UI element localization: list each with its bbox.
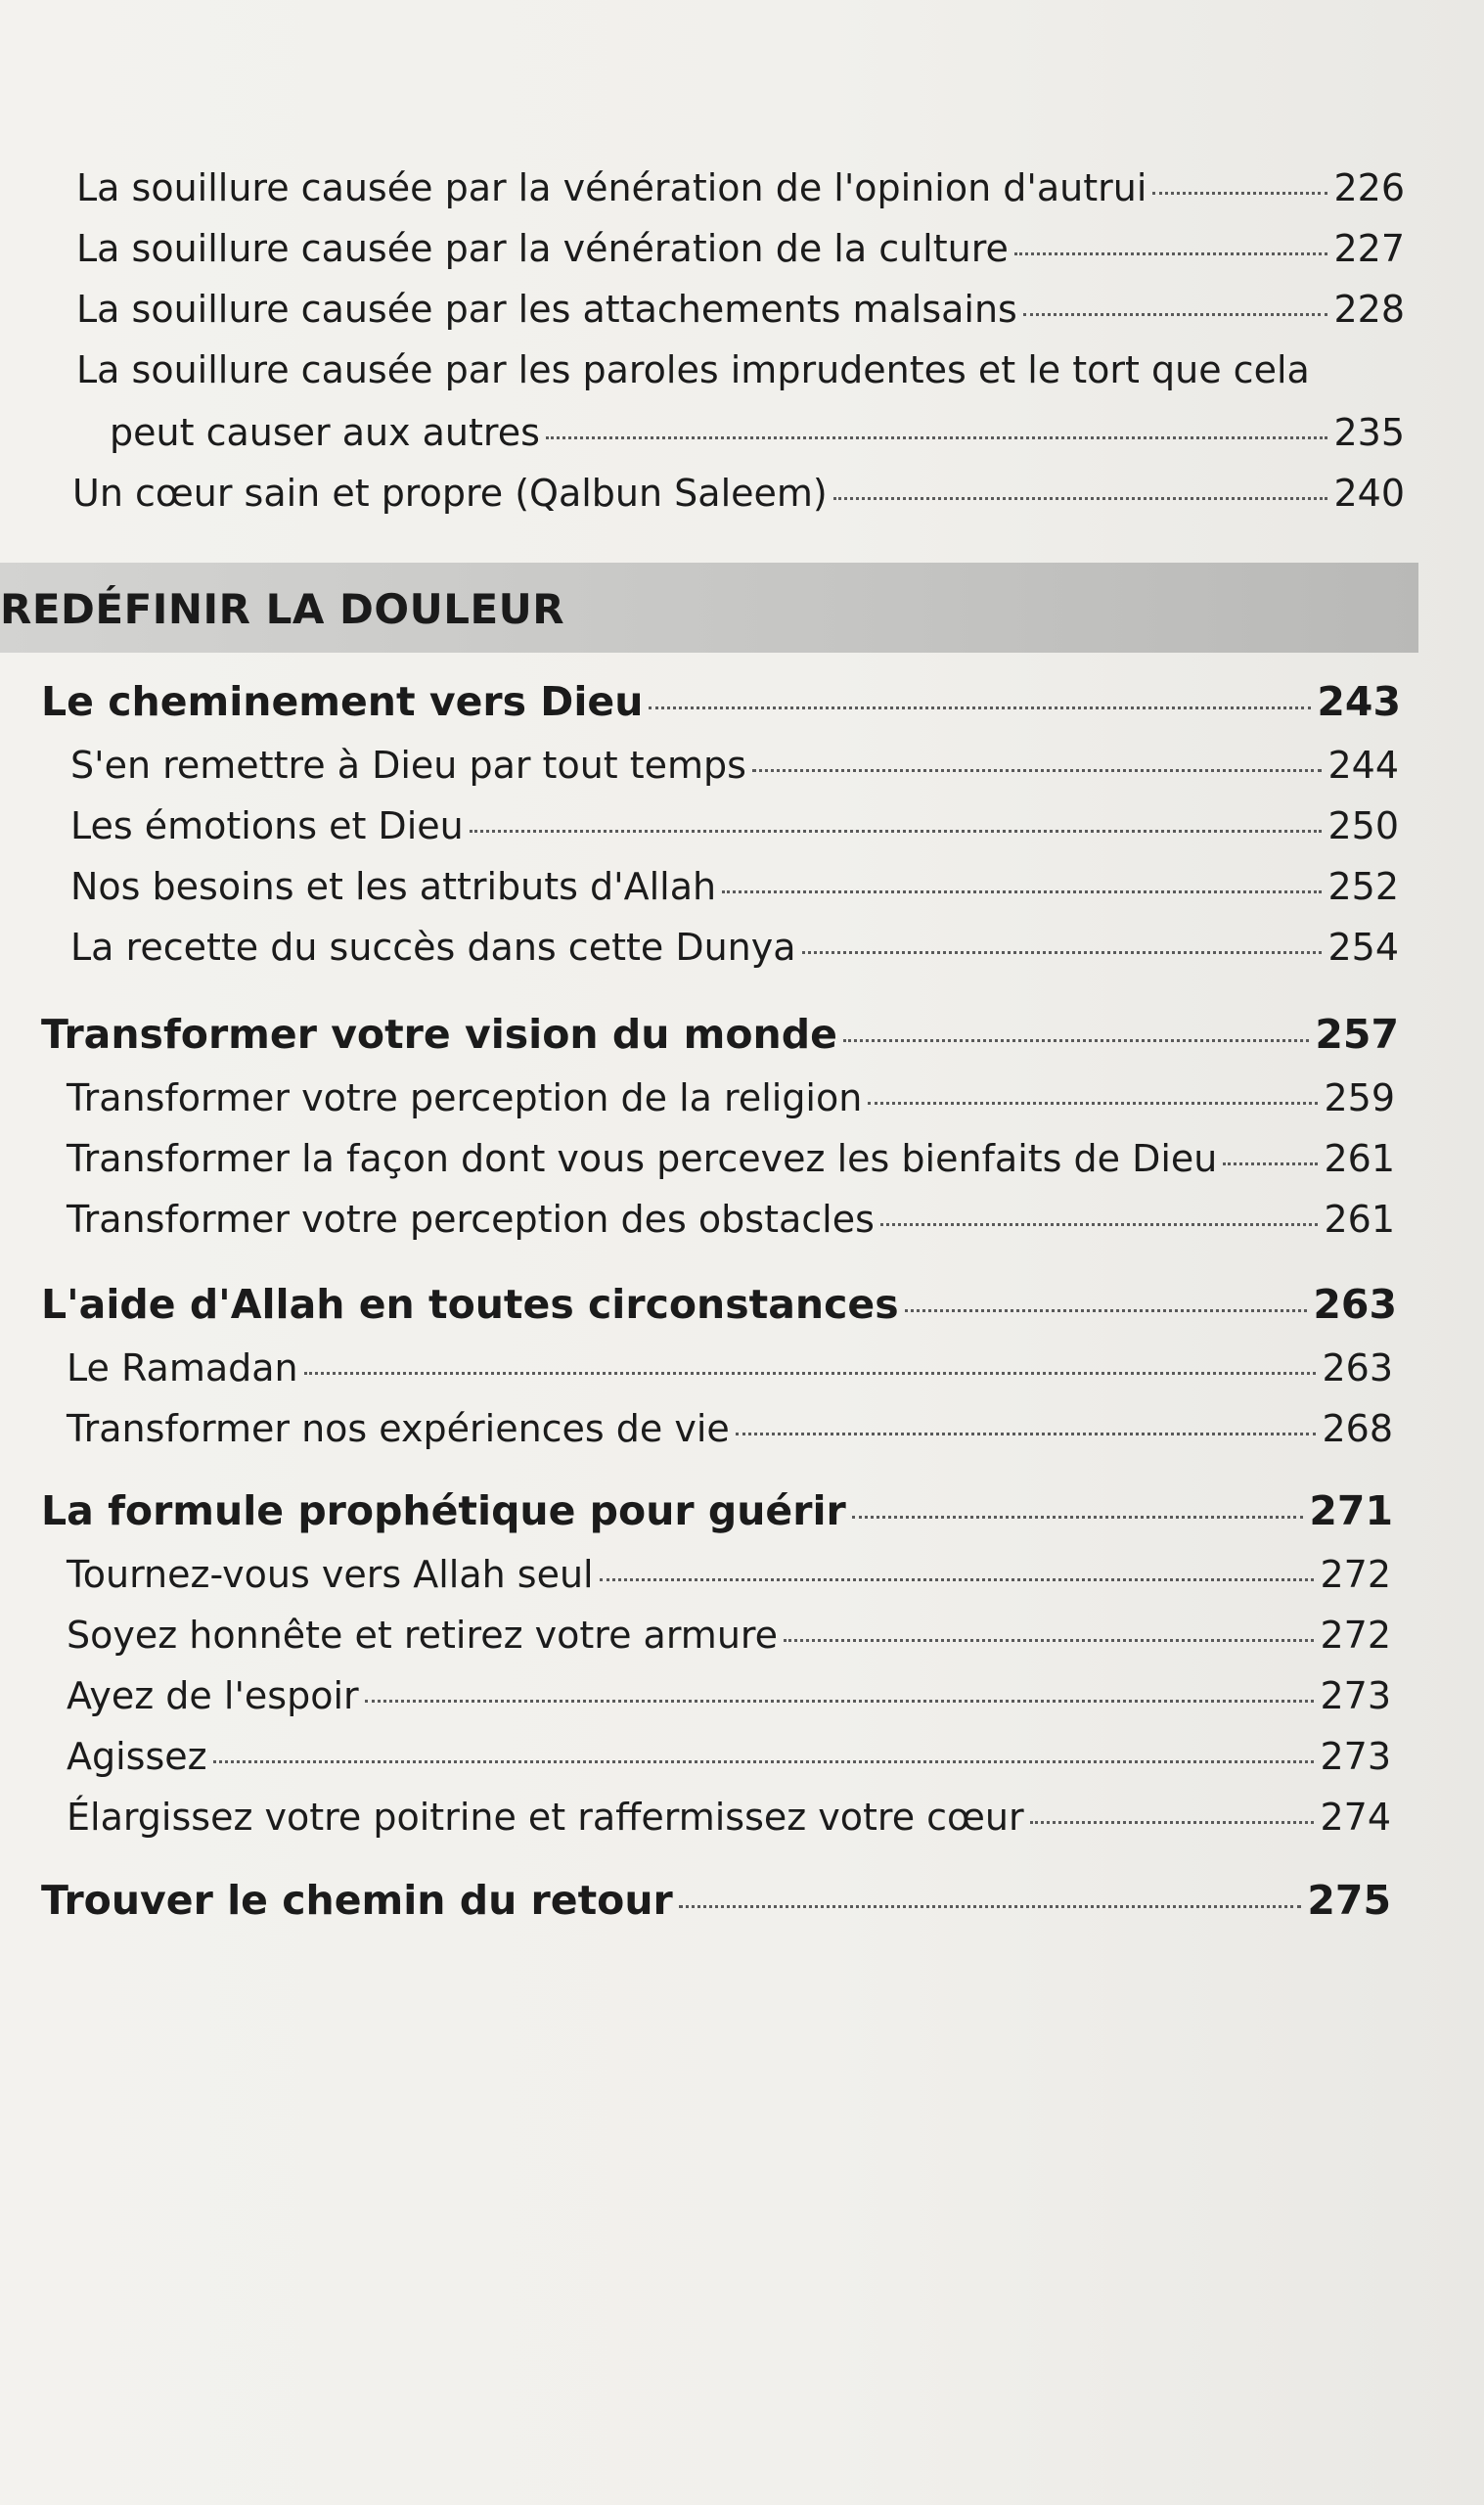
toc-entry-page: 259 (1324, 1076, 1395, 1119)
chapter-page: 257 (1315, 1011, 1399, 1058)
toc-entry-page: 263 (1322, 1346, 1393, 1389)
dot-leader (868, 1102, 1318, 1105)
chapter-page: 263 (1313, 1281, 1397, 1328)
dot-leader (679, 1905, 1302, 1908)
toc-entry-page: 273 (1320, 1674, 1391, 1717)
toc-entry (67, 1198, 1395, 1241)
toc-entry-label: Un cœur sain et propre (Qalbun Saleem) (72, 472, 828, 515)
toc-entry-page: 226 (1333, 166, 1405, 209)
chapter-title: L'aide d'Allah en toutes circonstances (41, 1281, 899, 1328)
toc-entry-page: 272 (1320, 1614, 1391, 1657)
toc-entry-label: La souillure causée par la vénération de la culture (76, 227, 1009, 270)
toc-entry-page: 240 (1333, 472, 1405, 515)
toc-entry-label: Transformer votre perception de la religion (67, 1076, 863, 1119)
dot-leader (880, 1223, 1319, 1226)
toc-entry-label: Tournez-vous vers Allah seul (67, 1553, 594, 1596)
toc-entry (70, 744, 1399, 787)
toc-entry-label: Soyez honnête et retirez votre armure (67, 1614, 779, 1657)
chapter-page: 275 (1307, 1877, 1391, 1924)
toc-entry-page: 273 (1320, 1735, 1391, 1778)
dot-leader (905, 1309, 1308, 1312)
chapter-title: Le cheminement vers Dieu (41, 678, 644, 725)
chapter-page: 243 (1317, 678, 1401, 725)
dot-leader (852, 1516, 1304, 1519)
chapter-title: Transformer votre vision du monde (41, 1011, 837, 1058)
chapter-entry (41, 678, 1401, 725)
chapter-entry (41, 1487, 1393, 1534)
toc-entry (110, 411, 1405, 454)
toc-entry-label: Nos besoins et les attributs d'Allah (70, 865, 717, 908)
chapter-entry (41, 1877, 1391, 1924)
dot-leader (546, 436, 1328, 439)
toc-entry-label: La souillure causée par la vénération de l'opinion d'autrui (76, 166, 1147, 209)
toc-entry (72, 472, 1405, 515)
chapter-entry (41, 1281, 1397, 1328)
section-title: REDÉFINIR LA DOULEUR (0, 585, 565, 633)
toc-entry (67, 1796, 1391, 1839)
dot-leader (1152, 192, 1327, 195)
chapter-entry (41, 1011, 1399, 1058)
toc-entry-label: Agissez (67, 1735, 207, 1778)
toc-entry (70, 926, 1399, 969)
toc-entry-label-line1: La souillure causée par les paroles imprudentes et le tort que cela (76, 348, 1310, 391)
dot-leader (1023, 313, 1328, 316)
toc-entry-label: S'en remettre à Dieu par tout temps (70, 744, 746, 787)
toc-entry (67, 1137, 1395, 1180)
dot-leader (304, 1372, 1317, 1375)
chapter-title: Trouver le chemin du retour (41, 1877, 673, 1924)
dot-leader (213, 1760, 1315, 1763)
dot-leader (736, 1433, 1317, 1435)
dot-leader (784, 1639, 1314, 1642)
chapter-page: 271 (1309, 1487, 1393, 1534)
toc-entry-page: 244 (1327, 744, 1399, 787)
toc-entry-page: 261 (1324, 1198, 1395, 1241)
dot-leader (1223, 1162, 1318, 1165)
chapter-title: La formule prophétique pour guérir (41, 1487, 846, 1534)
toc-entry-page: 250 (1327, 804, 1399, 847)
dot-leader (1030, 1821, 1315, 1824)
toc-entry (76, 227, 1405, 270)
toc-entry-label: Élargissez votre poitrine et raffermissez votre cœur (67, 1796, 1024, 1839)
toc-entry-page: 252 (1327, 865, 1399, 908)
toc-entry (67, 1735, 1391, 1778)
toc-entry-page: 254 (1327, 926, 1399, 969)
dot-leader (802, 951, 1323, 954)
dot-leader (649, 706, 1311, 709)
toc-entry-page: 235 (1333, 411, 1405, 454)
toc-entry-page: 272 (1320, 1553, 1391, 1596)
toc-entry-page: 228 (1333, 288, 1405, 331)
dot-leader (752, 769, 1322, 772)
toc-entry (67, 1346, 1393, 1389)
toc-entry-label: La recette du succès dans cette Dunya (70, 926, 796, 969)
toc-entry (70, 865, 1399, 908)
toc-entry-label-line2: peut causer aux autres (110, 411, 540, 454)
dot-leader (600, 1578, 1315, 1581)
dot-leader (722, 890, 1322, 893)
toc-entry (70, 804, 1399, 847)
toc-entry-page: 274 (1320, 1796, 1391, 1839)
toc-entry (67, 1674, 1391, 1717)
toc-entry-page: 268 (1322, 1407, 1393, 1450)
toc-entry-label: Transformer la façon dont vous percevez les bienfaits de Dieu (67, 1137, 1218, 1180)
toc-entry (67, 1614, 1391, 1657)
toc-entry-label: Ayez de l'espoir (67, 1674, 359, 1717)
toc-entry-label: Les émotions et Dieu (70, 804, 464, 847)
dot-leader (843, 1039, 1310, 1042)
toc-entry-label: Transformer votre perception des obstacles (67, 1198, 875, 1241)
toc-entry (76, 288, 1405, 331)
toc-entry-label: Le Ramadan (67, 1346, 298, 1389)
toc-entry (76, 166, 1405, 209)
toc-entry-label: La souillure causée par les attachements malsains (76, 288, 1017, 331)
toc-entry-label: Transformer nos expériences de vie (67, 1407, 730, 1450)
dot-leader (365, 1700, 1315, 1703)
toc-entry (67, 1407, 1393, 1450)
toc-entry-page: 227 (1333, 227, 1405, 270)
dot-leader (833, 497, 1328, 500)
toc-entry (67, 1076, 1395, 1119)
toc-entry-page: 261 (1324, 1137, 1395, 1180)
dot-leader (1014, 252, 1328, 255)
dot-leader (470, 830, 1323, 833)
toc-entry (67, 1553, 1391, 1596)
